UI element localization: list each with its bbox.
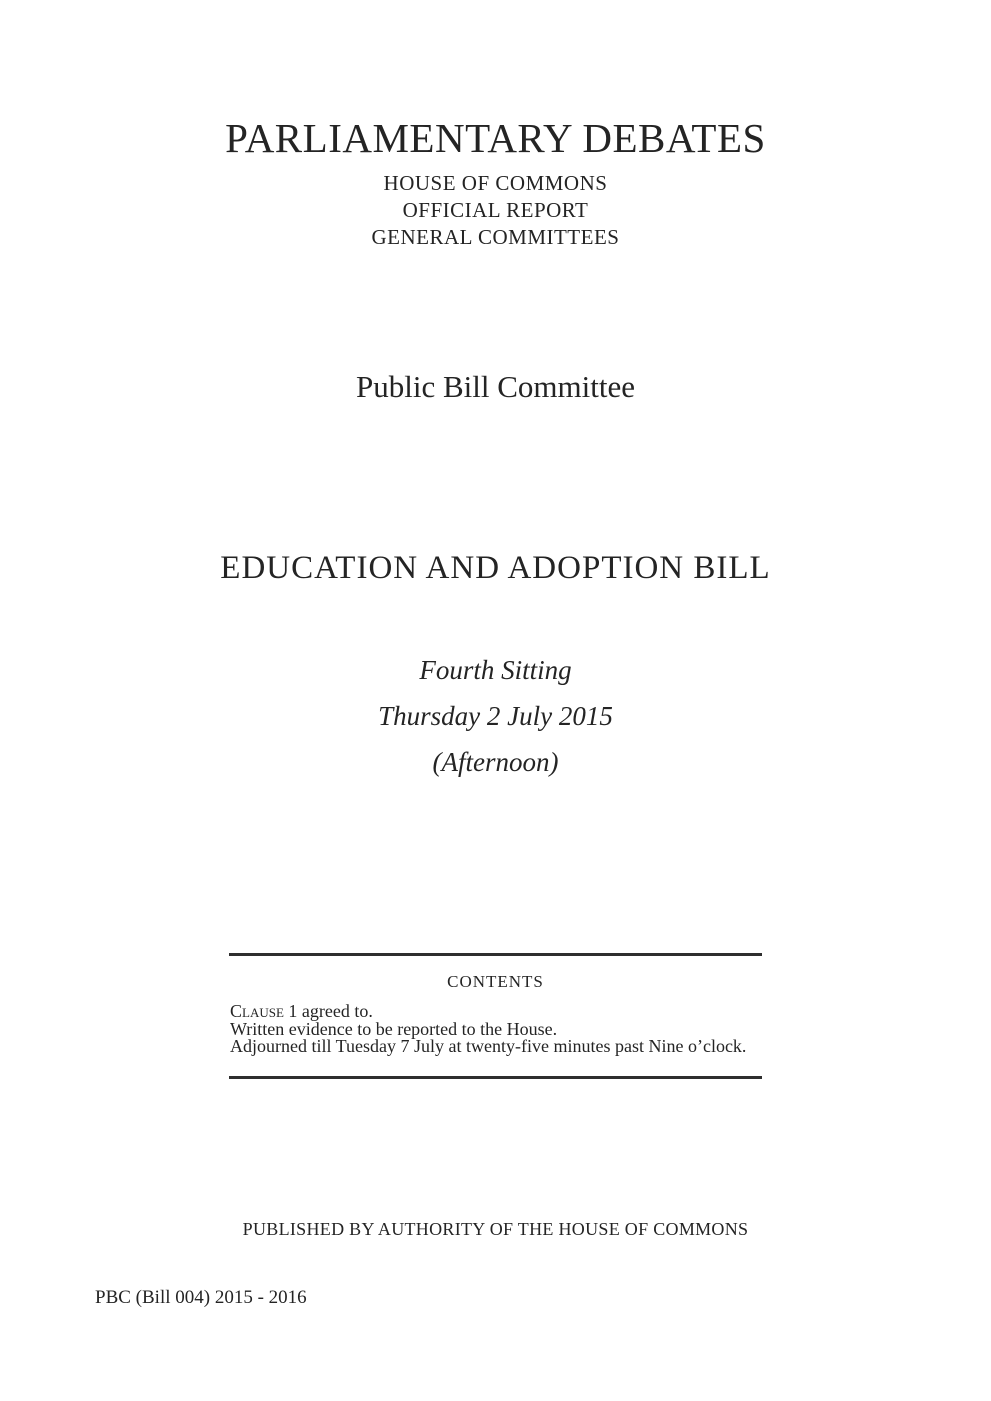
contents-rule-top [229,953,762,956]
contents-rule-bottom [229,1076,762,1079]
sitting-block [0,647,991,785]
contents-heading: CONTENTS [447,972,544,991]
contents-item-adjournment: Adjourned till Tuesday 7 July at twenty-five minutes past Nine o’clock. [230,1036,747,1056]
sitting-session: (Afternoon) [432,747,559,777]
sitting-number: Fourth Sitting [419,655,572,685]
contents-item-clause-text: 1 agreed to. [283,1001,373,1021]
committee-heading: Public Bill Committee [356,369,635,404]
sitting-date: Thursday 2 July 2015 [378,701,613,731]
contents-list [230,1003,775,1056]
masthead-subtitle [0,170,991,251]
contents-item-clause [230,1003,775,1021]
contents-item-clause-lead: Clause [230,1001,284,1021]
publication-reference: PBC (Bill 004) 2015 - 2016 [95,1287,307,1308]
masthead-title: PARLIAMENTARY DEBATES [225,115,766,161]
masthead-subtitle-line-house: HOUSE OF COMMONS [383,171,608,195]
contents-item-written-evidence: Written evidence to be reported to the House. [230,1018,558,1039]
masthead-subtitle-line-committees: GENERAL COMMITTEES [371,225,620,249]
authority-statement: PUBLISHED BY AUTHORITY OF THE HOUSE OF COMMONS [242,1219,749,1239]
bill-title: EDUCATION AND ADOPTION BILL [220,550,771,586]
masthead-subtitle-line-report: OFFICIAL REPORT [402,198,589,222]
